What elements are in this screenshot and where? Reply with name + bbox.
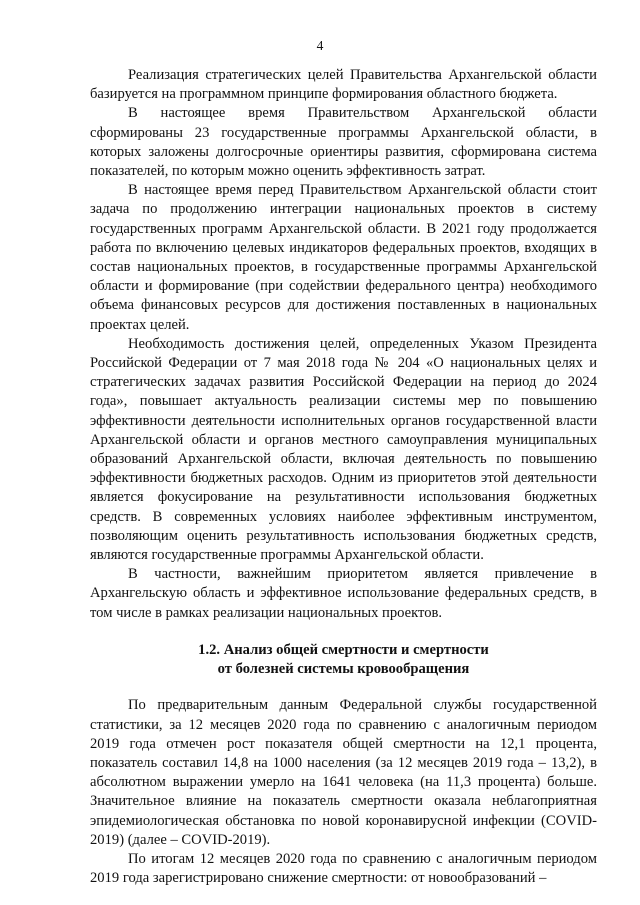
section-heading-line-1: 1.2. Анализ общей смертности и смертности xyxy=(198,641,489,658)
paragraph-program-principle: Реализация стратегических целей Правительства Архангельской области базируется на программном принципе формирования областного бюджета. xyxy=(90,67,597,103)
paragraph-federal-funds: В частности, важнейшим приоритетом является привлечение в Архангельскую область и эффективное использование федеральных средств, в том числе в рамках реализации национальных проектов. xyxy=(90,566,597,621)
paragraph-mortality-statistics: По предварительным данным Федеральной службы государственной статистики, за 12 месяцев 2020 года по сравнению с аналогичным периодом 2019 года отмечен рост показателя общей смертности на 12,1 процента, показатель составил 14,8 на 1000 населения (за 12 месяцев 2019 года – 13,2), в абсолютном выражении умерло на 1641 человека (на 11,3 процента) больше. Значительное влияние на показатель смертности оказала неблагоприятная эпидемиологическая обстановка по новой коронавирусной инфекции (COVID-2019) (далее – COVID-2019). xyxy=(90,697,597,848)
page-number: 4 xyxy=(316,38,324,53)
paragraph-state-programs: В настоящее время Правительством Архангельской области сформированы 23 государственные программы Архангельской области, в которых заложены долгосрочные ориентиры развития, сформирована система показателей, по которым можно оценить эффективность затрат. xyxy=(90,105,597,180)
document-body xyxy=(90,66,597,888)
paragraph-presidential-decree: Необходимость достижения целей, определенных Указом Президента Российской Федерации от 7 мая 2018 года № 204 «О национальных целях и стратегических задачах развития Российской Федерации на период до 2024 года», повышает актуальность реализации системы мер по повышению эффективности деятельности исполнительных органов государственной власти Архангельской области и органов местного самоуправления муниципальных образований Архангельской области, включая деятельность по повышению эффективности бюджетных расходов. Одним из приоритетов этой деятельности является фокусирование на результативности использования бюджетных средств. В современных условиях наиболее эффективным инструментом, позволяющим оценить результативность использования бюджетных средств, являются государственные программы Архангельской области. xyxy=(90,335,597,564)
paragraph-mortality-decrease: По итогам 12 месяцев 2020 года по сравнению с аналогичным периодом 2019 года зарегистрировано снижение смертности: от новообразований – xyxy=(90,850,597,887)
section-heading xyxy=(90,641,597,679)
paragraph-national-projects: В настоящее время перед Правительством Архангельской области стоит задача по продолжению интеграции национальных проектов в систему государственных программ Архангельской области. В 2021 году продолжается работа по включению целевых индикаторов федеральных проектов, входящих в состав национальных проектов, в государственные программы Архангельской области и формирование (при содействии федерального центра) необходимого объема финансовых ресурсов для достижения поставленных в национальных проектах целей. xyxy=(90,182,597,333)
section-heading-line-2: от болезней системы кровообращения xyxy=(217,661,470,678)
